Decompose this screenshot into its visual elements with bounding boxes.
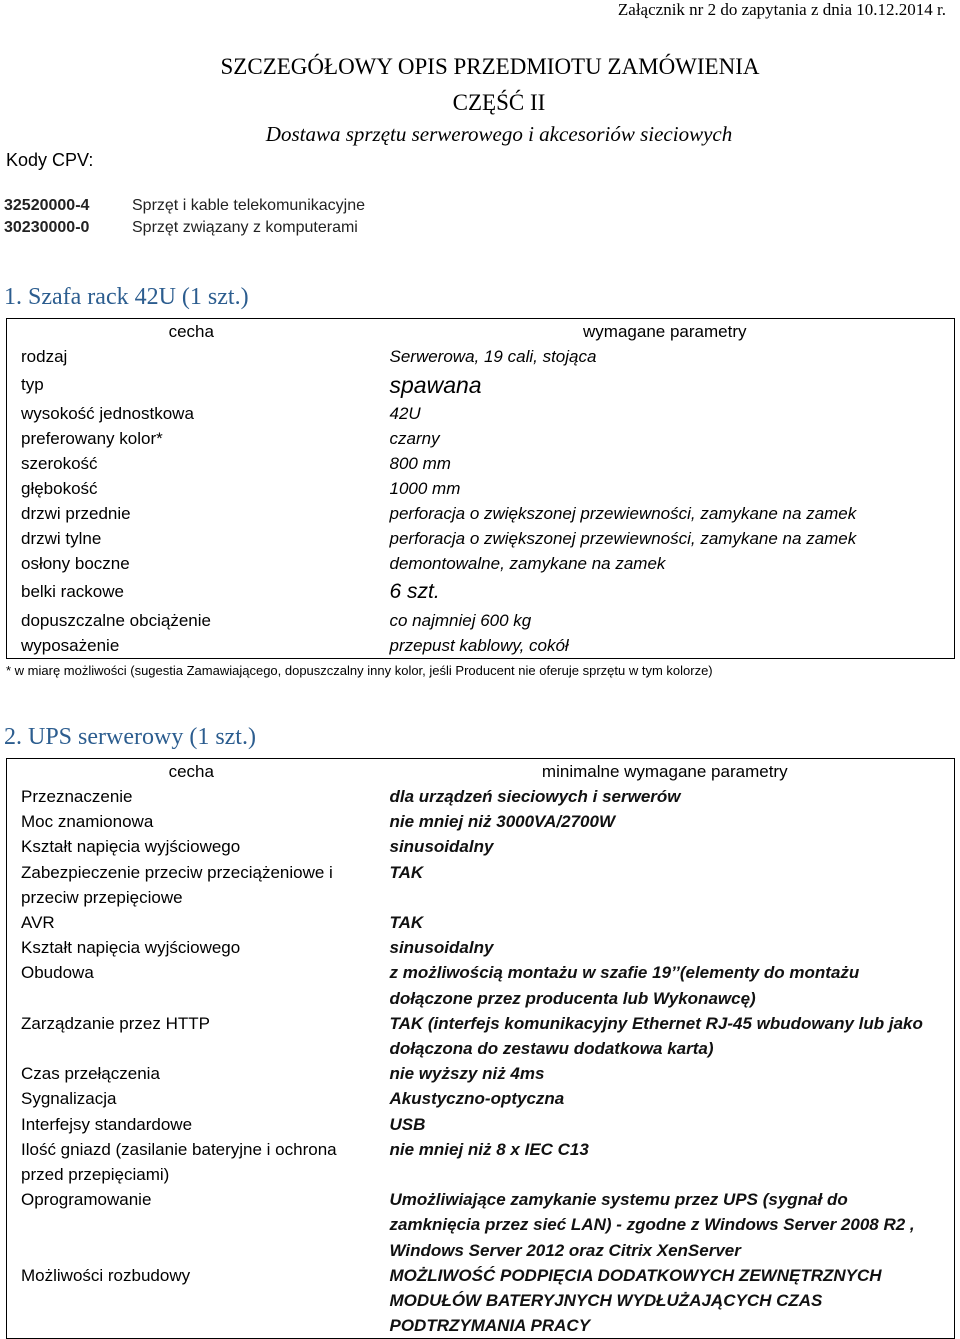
- column-header-feature: cecha: [7, 759, 376, 785]
- ups-spec-table: [6, 758, 955, 1339]
- feature-cell: Przeznaczenie: [7, 784, 376, 809]
- attachment-note: Załącznik nr 2 do zapytania z dnia 10.12.2014 r.: [617, 0, 946, 19]
- value-cell: sinusoidalny: [376, 935, 955, 960]
- value-cell: przepust kablowy, cokół: [376, 633, 955, 659]
- column-header-value: wymagane parametry: [376, 319, 955, 345]
- document-subtitle: Dostawa sprzętu serwerowego i akcesoriów sieciowych: [265, 122, 733, 146]
- feature-cell: typ: [7, 369, 376, 401]
- feature-cell: wysokość jednostkowa: [7, 401, 376, 426]
- value-cell: demontowalne, zamykane na zamek: [376, 551, 955, 576]
- feature-cell: Zabezpieczenie przeciw przeciążeniowe i przeciw przepięciowe: [7, 860, 376, 910]
- value-cell: TAK: [376, 910, 955, 935]
- feature-cell: AVR: [7, 910, 376, 935]
- cpv-description: Sprzęt związany z komputerami: [132, 219, 358, 236]
- column-header-value: minimalne wymagane parametry: [376, 759, 955, 785]
- value-cell: z możliwością montażu w szafie 19’’(elementy do montażu dołączone przez producenta lub Wykonawcę): [376, 960, 955, 1010]
- value-cell: co najmniej 600 kg: [376, 608, 955, 633]
- feature-cell: drzwi tylne: [7, 526, 376, 551]
- cpv-description: Sprzęt i kable telekomunikacyjne: [132, 197, 366, 214]
- value-cell: nie mniej niż 8 x IEC C13: [376, 1137, 955, 1187]
- feature-cell: Czas przełączenia: [7, 1061, 376, 1086]
- feature-cell: Kształt napięcia wyjściowego: [7, 834, 376, 859]
- document-part: CZĘŚĆ II: [452, 90, 546, 115]
- cpv-code: 30230000-0: [4, 219, 90, 236]
- value-cell: TAK (interfejs komunikacyjny Ethernet RJ-45 wbudowany lub jako dołączona do zestawu dodatkowa karta): [376, 1011, 955, 1061]
- feature-cell: Moc znamionowa: [7, 809, 376, 834]
- feature-cell: belki rackowe: [7, 576, 376, 608]
- value-cell: Akustyczno-optyczna: [376, 1086, 955, 1111]
- value-cell: USB: [376, 1112, 955, 1137]
- feature-cell: Sygnalizacja: [7, 1086, 376, 1111]
- feature-cell: drzwi przednie: [7, 501, 376, 526]
- feature-cell: rodzaj: [7, 344, 376, 369]
- feature-cell: osłony boczne: [7, 551, 376, 576]
- feature-cell: Zarządzanie przez HTTP: [7, 1011, 376, 1061]
- value-cell: 42U: [376, 401, 955, 426]
- rack-spec-table: [6, 318, 955, 659]
- feature-cell: Obudowa: [7, 960, 376, 1010]
- feature-cell: wyposażenie: [7, 633, 376, 659]
- feature-cell: preferowany kolor*: [7, 426, 376, 451]
- value-cell: perforacja o zwiększonej przewiewności, zamykane na zamek: [376, 501, 955, 526]
- value-cell: nie wyższy niż 4ms: [376, 1061, 955, 1086]
- value-cell: spawana: [376, 369, 955, 401]
- value-cell: nie mniej niż 3000VA/2700W: [376, 809, 955, 834]
- value-cell: MOŻLIWOŚĆ PODPIĘCIA DODATKOWYCH ZEWNĘTRZNYCH MODUŁÓW BATERYJNYCH WYDŁUŻAJĄCYCH CZAS PODTRZYMANIA PRACY: [376, 1263, 955, 1339]
- cpv-code: 32520000-4: [4, 197, 90, 214]
- value-cell: 6 szt.: [376, 576, 955, 608]
- value-cell: perforacja o zwiększonej przewiewności, zamykane na zamek: [376, 526, 955, 551]
- cpv-label: Kody CPV:: [6, 150, 94, 170]
- value-cell: czarny: [376, 426, 955, 451]
- feature-cell: Możliwości rozbudowy: [7, 1263, 376, 1339]
- value-cell: 1000 mm: [376, 476, 955, 501]
- footnote: * w miarę możliwości (sugestia Zamawiającego, dopuszczalny inny kolor, jeśli Producent nie oferuje sprzętu w tym kolorze): [6, 663, 713, 678]
- value-cell: Serwerowa, 19 cali, stojąca: [376, 344, 955, 369]
- value-cell: TAK: [376, 860, 955, 910]
- value-cell: Umożliwiające zamykanie systemu przez UPS (sygnał do zamknięcia przez sieć LAN) - zgodne z Windows Server 2008 R2 , Windows Server 2012 oraz Citrix XenServer: [376, 1187, 955, 1263]
- section-heading-ups: 2. UPS serwerowy (1 szt.): [4, 724, 256, 750]
- feature-cell: głębokość: [7, 476, 376, 501]
- column-header-feature: cecha: [7, 319, 376, 345]
- document-title: SZCZEGÓŁOWY OPIS PRZEDMIOTU ZAMÓWIENIA: [220, 54, 760, 79]
- feature-cell: Oprogramowanie: [7, 1187, 376, 1263]
- section-heading-rack: 1. Szafa rack 42U (1 szt.): [4, 284, 249, 310]
- feature-cell: Kształt napięcia wyjściowego: [7, 935, 376, 960]
- value-cell: dla urządzeń sieciowych i serwerów: [376, 784, 955, 809]
- feature-cell: Ilość gniazd (zasilanie bateryjne i ochrona przed przepięciami): [7, 1137, 376, 1187]
- feature-cell: Interfejsy standardowe: [7, 1112, 376, 1137]
- value-cell: 800 mm: [376, 451, 955, 476]
- feature-cell: szerokość: [7, 451, 376, 476]
- value-cell: sinusoidalny: [376, 834, 955, 859]
- feature-cell: dopuszczalne obciążenie: [7, 608, 376, 633]
